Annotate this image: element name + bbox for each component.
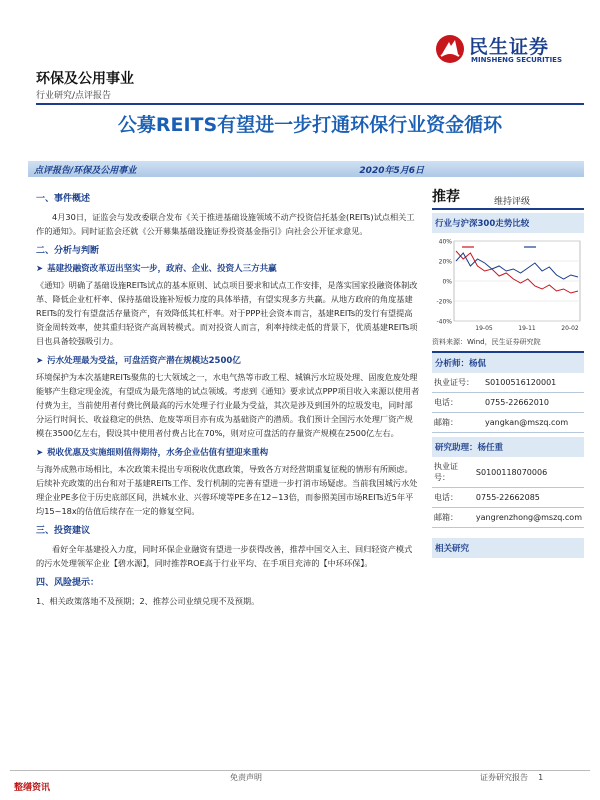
bullet-arrow-icon: ➤ bbox=[36, 264, 44, 274]
field-key: 电话： bbox=[432, 393, 483, 413]
table-row bbox=[432, 393, 584, 413]
trend-chart bbox=[432, 235, 584, 335]
band-category: 点评报告/环保及公用事业 bbox=[34, 166, 137, 176]
subheading-text: 税收优惠及实施细则值得期待，水务企业估值有望迎来重构 bbox=[47, 448, 269, 458]
footer-report-label: 证券研究报告 bbox=[480, 773, 528, 782]
field-key: 邮箱： bbox=[432, 413, 483, 433]
x-tick-label: 19-11 bbox=[518, 325, 536, 332]
y-tick-label: -40% bbox=[436, 318, 452, 326]
page-number: 1 bbox=[538, 773, 544, 782]
series-line bbox=[456, 253, 578, 279]
chart-source: 资料来源：Wind，民生证券研究院 bbox=[432, 338, 541, 346]
section-heading: 二、分析与判断 bbox=[36, 246, 100, 256]
analyst-table bbox=[432, 373, 584, 433]
y-tick-label: -20% bbox=[436, 298, 452, 306]
sidebar-divider bbox=[432, 208, 584, 210]
series-line bbox=[456, 251, 578, 293]
bullet-arrow-icon: ➤ bbox=[36, 448, 44, 458]
x-tick-label: 20-02 bbox=[561, 325, 579, 332]
field-value: S0100118070006 bbox=[474, 457, 584, 488]
assistant-label: 研究助理：杨任重 bbox=[432, 437, 584, 457]
brand-logo bbox=[435, 30, 585, 70]
report-title: 公募REITS有望进一步打通环保行业资金循环 bbox=[117, 114, 503, 136]
subheading bbox=[36, 446, 420, 460]
email-link[interactable]: yangkan@mszq.com bbox=[483, 413, 584, 433]
field-value: 0755-22662010 bbox=[483, 393, 584, 413]
field-key: 执业证号： bbox=[432, 373, 483, 393]
table-row bbox=[432, 373, 584, 393]
brand-name-en: MINSHENG SECURITIES bbox=[471, 56, 562, 64]
x-tick-label: 19-05 bbox=[475, 325, 493, 332]
paragraph: 环境保护为本次基建REITs聚焦的七大领域之一，水电气热等市政工程、城镇污水垃圾处理、固废危废处理能够产生稳定现金流，有望成为最先落地的试点领域。考虑到《通知》要求试点PPP项目收入来源以使用者付费为主，当前使用者付费比例最高的污水处理子行业最为受益，其次是涉及到国外的垃圾发电，同时部分运行时间长、收益稳定的供热、危废等项目亦有成为基础资产的潜质。我们预计全国污水处理厂资产规模在3500亿左右，假设其中使用者付费占比在70%，则对应可盘活的存量资产规模在2500亿左右。 bbox=[36, 372, 420, 438]
subheading bbox=[36, 354, 420, 368]
brand-name-cn: 民生证券 bbox=[469, 36, 550, 58]
paragraph: 4月30日，证监会与发改委联合发布《关于推进基础设施领域不动产投资信托基金(REITs)试点相关工作的通知》。同时证监会还就《公开募集基础设施证券投资基金指引》向社会公开征求意见。 bbox=[36, 212, 415, 236]
email-link[interactable]: yangrenzhong@mszq.com bbox=[474, 508, 584, 528]
recommendation-label: 推荐 bbox=[432, 189, 460, 205]
main-content bbox=[36, 188, 420, 614]
bullet-arrow-icon: ➤ bbox=[36, 356, 44, 366]
related-research-label: 相关研究 bbox=[432, 538, 584, 558]
header-divider bbox=[36, 103, 584, 105]
field-key: 邮箱： bbox=[432, 508, 474, 528]
field-key: 执业证号： bbox=[432, 457, 474, 488]
section-heading: 三、投资建议 bbox=[36, 526, 91, 536]
table-row bbox=[432, 413, 584, 433]
analyst-label: 分析师：杨侃 bbox=[432, 353, 584, 373]
section-heading: 一、事件概述 bbox=[36, 194, 91, 204]
section-heading: 四、风险提示： bbox=[36, 578, 100, 588]
subheading-text: 污水处理最为受益，可盘活资产潜在规模达2500亿 bbox=[47, 356, 241, 366]
subheading bbox=[36, 262, 420, 276]
industry-heading: 环保及公用事业 bbox=[36, 71, 134, 87]
paragraph: 1、相关政策落地不及预期；2、推荐公司业绩兑现不及预期。 bbox=[36, 596, 260, 606]
info-band bbox=[28, 161, 584, 177]
y-tick-label: 40% bbox=[438, 238, 452, 246]
report-type: 行业研究/点评报告 bbox=[36, 91, 112, 101]
table-row bbox=[432, 488, 584, 508]
footer-divider bbox=[10, 770, 590, 771]
table-row bbox=[432, 508, 584, 528]
table-row bbox=[432, 457, 584, 488]
assistant-table bbox=[432, 457, 584, 528]
paragraph: 与海外成熟市场相比，本次政策未提出专项税收优惠政策，导致各方对经营期重复征税的情形有所顾虑。后续补充政策的出台和对于基建REITs工作、发行机制的完善有望进一步打消市场疑虑。当前我国城污水处理企业PE多位于历史底部区间，洪城水业、兴蓉环境等PE多在12~13倍，而参照美国市场REITs近5年平均15~18x的估值后续存在一定的修复空间。 bbox=[36, 464, 418, 516]
rating-label: 维持评级 bbox=[494, 197, 531, 207]
minsheng-logo-icon bbox=[435, 34, 465, 64]
field-value: S0100516120001 bbox=[483, 373, 584, 393]
paragraph: 看好全年基建投入力度，同时环保企业融资有望进一步获得改善，推荐中国交入主、回归轻资产模式的污水处理领军企业【碧水源】，同时推荐ROE高于行业平均、在手项目充沛的【中环环保】。 bbox=[36, 544, 413, 568]
y-tick-label: 0% bbox=[442, 278, 452, 286]
y-tick-label: 20% bbox=[438, 258, 452, 266]
footer-watermark: 整缮资讯 bbox=[14, 783, 51, 793]
band-date: 2020年5月6日 bbox=[359, 166, 424, 176]
sidebar bbox=[432, 186, 584, 558]
field-value: 0755-22662085 bbox=[474, 488, 584, 508]
chart-title: 行业与沪深300走势比较 bbox=[432, 213, 584, 233]
footer-label bbox=[480, 772, 543, 783]
paragraph: 《通知》明确了基础设施REITs试点的基本原则、试点项目要求和试点工作安排，是落实国家投融资体制改革、降低企业杠杆率、保持基础设施补短板力度的具体举措，有望实现多方共赢。从地方政府的角度基建REITs的发行有望盘活存量资产，有效降低其杠杆率。对于PPP社会资本而言，基建REITs的发行有望提高资金周转效率，使其重归轻资产高周转模式。而对投资人而言，利率持续走低的背景下，优质基建REITs项目也具备较强吸引力。 bbox=[36, 280, 418, 346]
field-key: 电话： bbox=[432, 488, 474, 508]
footer-disclaimer[interactable]: 免责声明 bbox=[230, 773, 262, 782]
subheading-text: 基建投融资改革迈出坚实一步，政府、企业、投资人三方共赢 bbox=[47, 264, 277, 274]
